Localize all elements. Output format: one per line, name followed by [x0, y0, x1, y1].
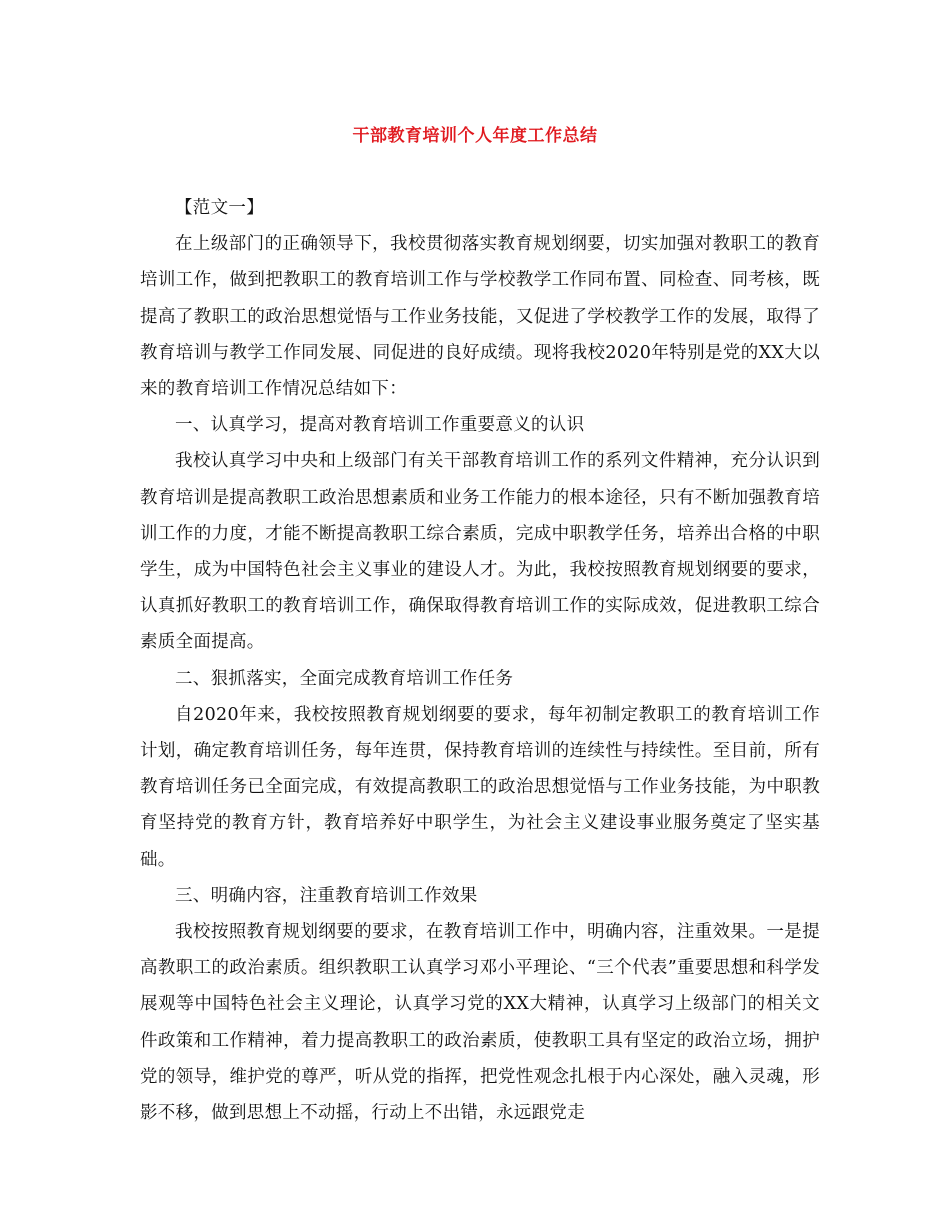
section-heading-1: 一、认真学习，提高对教育培训工作重要意义的认识 — [175, 415, 585, 436]
document-title: 干部教育培训个人年度工作总结 — [352, 126, 598, 146]
section-label-fanwen: 【范文一】 — [175, 198, 264, 218]
section-heading-2: 二、狠抓落实，全面完成教育培训工作任务 — [175, 668, 514, 689]
section-heading-3: 三、明确内容，注重教育培训工作效果 — [175, 885, 478, 906]
section-2-paragraph: 自2020年来，我校按照教育规划纲要的要求，每年初制定教职工的教育培训工作计划，确定教育培训任务，每年连贯，保持教育培训的连续性与持续性。至目前，所有教育培训任务已全面完成，有效提高教职工的政治思想觉悟与工作业务技能，为中职教育坚持党的教育方针，教育培养好中职学生，为社会主义建设事业服务奠定了坚实基础。 — [140, 704, 820, 870]
document-body — [140, 190, 820, 1131]
intro-paragraph: 在上级部门的正确领导下，我校贯彻落实教育规划纲要，切实加强对教职工的教育培训工作，做到把教职工的教育培训工作与学校教学工作同布置、同检查、同考核，既提高了教职工的政治思想觉悟与工作业务技能，又促进了学校教学工作的发展，取得了教育培训与教学工作同发展、同促进的良好成绩。现将我校2020年特别是党的XX大以来的教育培训工作情况总结如下： — [140, 234, 820, 400]
section-1-paragraph: 我校认真学习中央和上级部门有关干部教育培训工作的系列文件精神，充分认识到教育培训是提高教职工政治思想素质和业务工作能力的根本途径，只有不断加强教育培训工作的力度，才能不断提高教职工综合素质，完成中职教学任务，培养出合格的中职学生，成为中国特色社会主义事业的建设人才。为此，我校按照教育规划纲要的要求，认真抓好教职工的教育培训工作，确保取得教育培训工作的实际成效，促进教职工综合素质全面提高。 — [140, 451, 820, 653]
section-3-paragraph: 我校按照教育规划纲要的要求，在教育培训工作中，明确内容，注重效果。一是提高教职工的政治素质。组织教职工认真学习邓小平理论、“三个代表”重要思想和科学发展观等中国特色社会主义理论，认真学习党的XX大精神，认真学习上级部门的相关文件政策和工作精神，着力提高教职工的政治素质，使教职工具有坚定的政治立场，拥护党的领导，维护党的尊严，听从党的指挥，把党性观念扎根于内心深处，融入灵魂，形影不移，做到思想上不动摇，行动上不出错，永远跟党走 — [140, 922, 820, 1124]
